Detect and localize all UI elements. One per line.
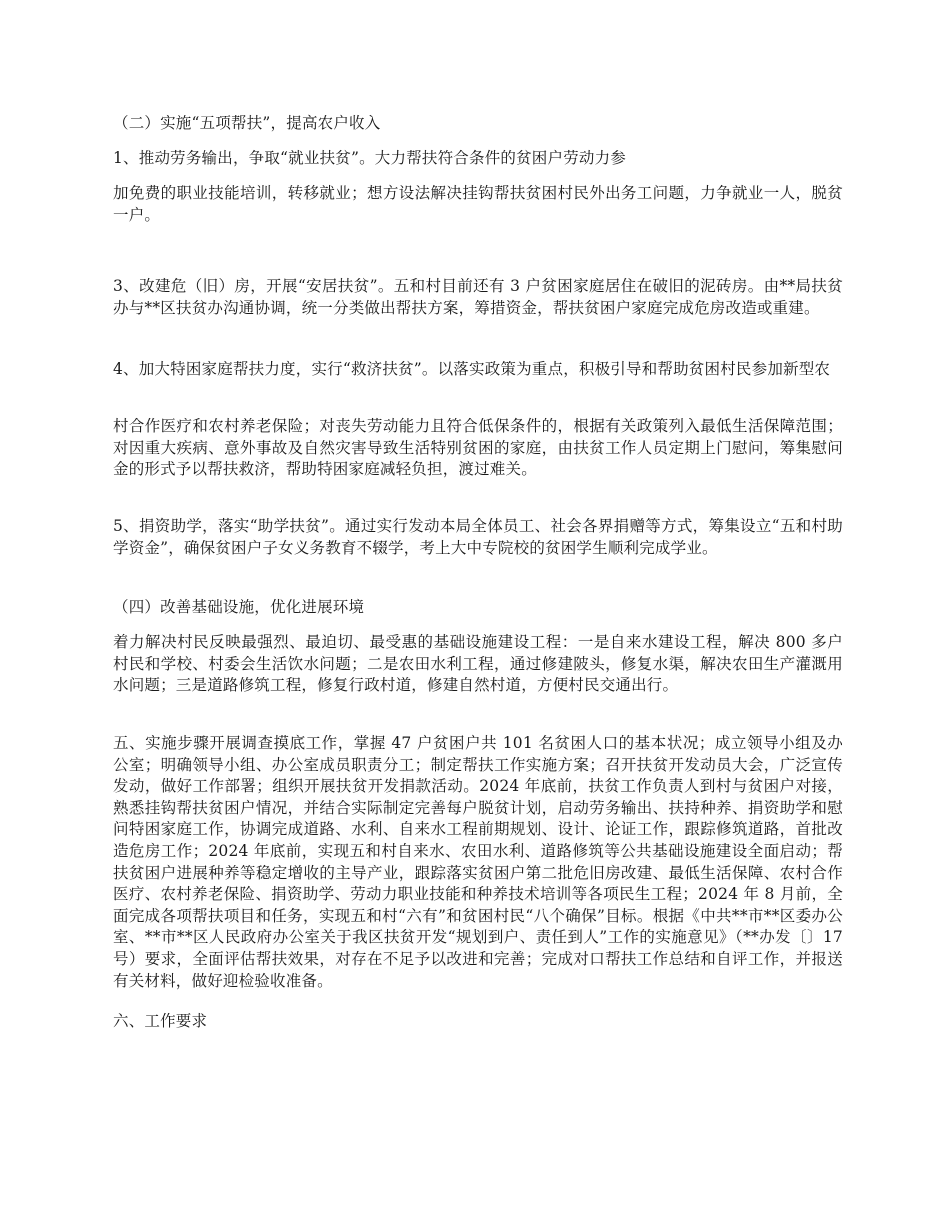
paragraph-labor-export: 1、推动劳务输出，争取“就业扶贫”。大力帮扶符合条件的贫困户劳动力参: [113, 149, 627, 167]
paragraph-relief-assistance: 4、加大特困家庭帮扶力度，实行“救济扶贫”。以落实政策为重点，积极引导和帮助贫困村民参加新型农: [113, 360, 831, 378]
paragraph-vocational-training: 加免费的职业技能培训，转移就业；想方设法解决挂钩帮扶贫困村民外出务工问题，力争就业一人，脱贫一户。: [113, 184, 843, 224]
paragraph-medical-insurance: 村合作医疗和农村养老保险；对丧失劳动能力且符合低保条件的，根据有关政策列入最低生活保障范围；对因重大疾病、意外事故及自然灾害导致生活特别贫困的家庭，由扶贫工作人员定期上门慰问，筹集慰问金的形式予以帮扶救济，帮助特困家庭减轻负担，渡过难关。: [113, 417, 843, 479]
paragraph-implementation-steps: 五、实施步骤开展调查摸底工作，掌握 47 户贫困户共 101 名贫困人口的基本状况；成立领导小组及办公室；明确领导小组、办公室成员职责分工；制定帮扶工作实施方案；召开扶贫开发动员大会，广泛宣传发动，做好工作部署；组织开展扶贫开发捐款活动。2024 年底前，扶贫工作负责人到村与贫困户对接，熟悉挂钩帮扶贫困户情况，并结合实际制定完善每户脱贫计划，启动劳务输出、扶持种养、捐资助学和慰问特困家庭工作，协调完成道路、水利、自来水工程前期规划、设计、论证工作，跟踪修筑道路，首批改造危房工作；2024 年底前，实现五和村自来水、农田水利、道路修筑等公共基础设施建设全面启动；帮扶贫困户进展种养等稳定增收的主导产业，跟踪落实贫困户第二批危旧房改建、最低生活保障、农村合作医疗、农村养老保险、捐资助学、劳动力职业技能和种养技术培训等各项民生工程；2024 年 8 月前，全面完成各项帮扶项目和任务，实现五和村“六有”和贫困村民“八个确保”目标。根据《中共**市**区委办公室、**市**区人民政府办公室关于我区扶贫开发“规划到户、责任到人”工作的实施意见》（**办发〔〕17 号）要求，全面评估帮扶效果，对存在不足予以改进和完善；完成对口帮扶工作总结和自评工作，并报送有关材料，做好迎检验收准备。: [113, 734, 843, 990]
section-heading-five-assistance: （二）实施“五项帮扶”，提高农户收入: [113, 114, 381, 132]
section-heading-infrastructure: （四）改善基础设施，优化进展环境: [113, 598, 365, 616]
section-heading-work-requirements: 六、工作要求: [113, 1012, 208, 1030]
paragraph-infrastructure-projects: 着力解决村民反映最强烈、最迫切、最受惠的基础设施建设工程：一是自来水建设工程，解决 800 多户村民和学校、村委会生活饮水问题；二是农田水利工程，通过修建陂头，修复水渠，解决农田生产灌溉用水问题；三是道路修筑工程，修复行政村道，修建自然村道，方便村民交通出行。: [113, 633, 843, 695]
paragraph-housing-renovation: 3、改建危（旧）房，开展“安居扶贫”。五和村目前还有 3 户贫困家庭居住在破旧的泥砖房。由**局扶贫办与**区扶贫办沟通协调，统一分类做出帮扶方案，筹措资金，帮扶贫困户家庭完成危房改造或重建。: [113, 277, 843, 317]
paragraph-education-aid: 5、捐资助学，落实“助学扶贫”。通过实行发动本局全体员工、社会各界捐赠等方式，筹集设立“五和村助学资金”，确保贫困户子女义务教育不辍学，考上大中专院校的贫困学生顺利完成学业。: [113, 517, 843, 557]
